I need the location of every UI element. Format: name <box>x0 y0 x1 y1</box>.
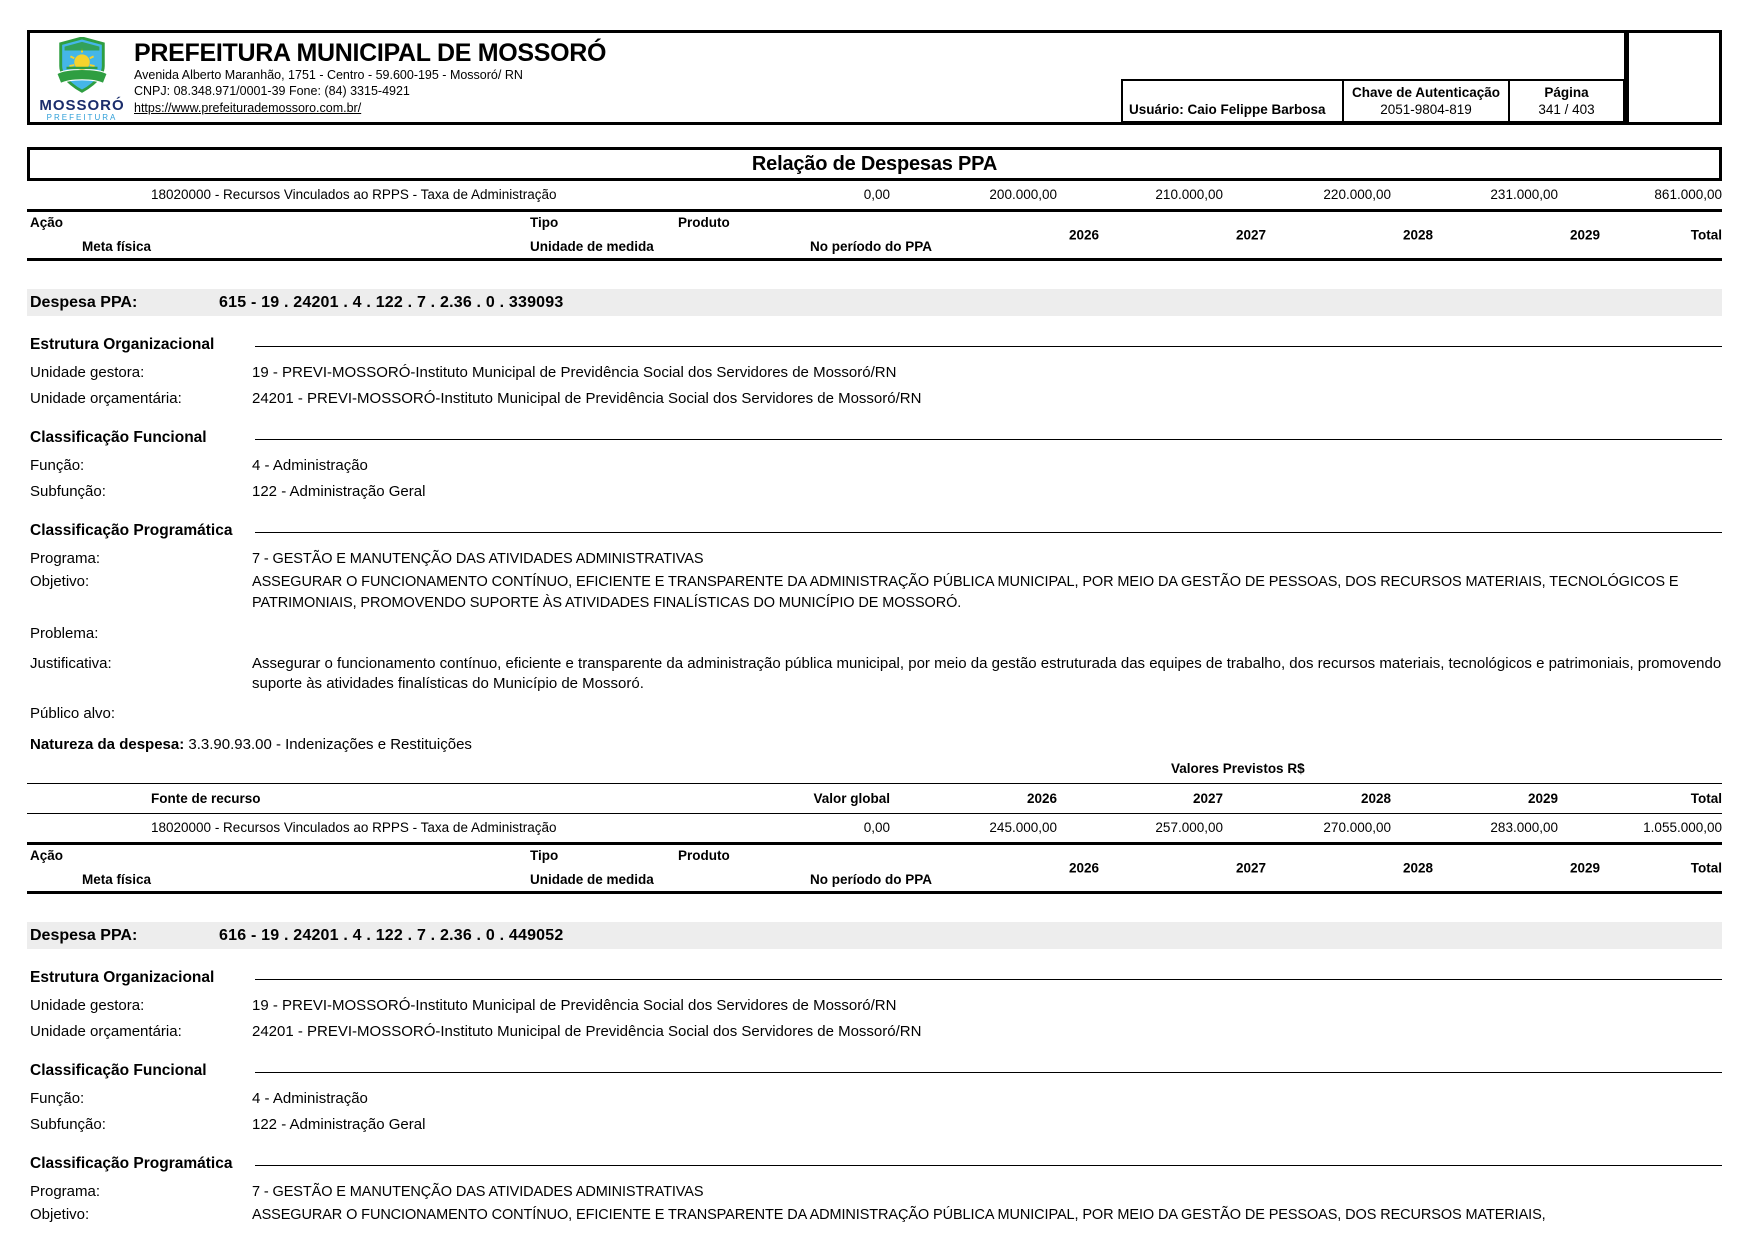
field-programa <box>27 549 1722 570</box>
field-label: Justificativa: <box>30 655 112 672</box>
value-2027: 257.000,00 <box>1155 820 1223 835</box>
value-2029: 231.000,00 <box>1490 187 1558 202</box>
periodo-ppa-col-header: No período do PPA <box>810 239 932 254</box>
cnpj-phone-line: CNPJ: 08.348.971/0001-39 Fone: (84) 3315-4921 <box>134 84 410 98</box>
year-2027-header: 2027 <box>1235 860 1266 876</box>
year-2027-header: 2027 <box>1192 791 1223 806</box>
value-total: 861.000,00 <box>1654 187 1722 202</box>
section-heading-classificacao-programatica <box>27 1152 1722 1176</box>
acao-table-header <box>27 845 1722 891</box>
meta-fisica-col-header: Meta física <box>82 872 152 887</box>
field-value: 7 - GESTÃO E MANUTENÇÃO DAS ATIVIDADES ADMINISTRATIVAS <box>252 551 704 567</box>
despesa-ppa-bar <box>27 289 1722 316</box>
value-2026: 245.000,00 <box>989 820 1057 835</box>
field-label: Unidade gestora: <box>30 364 145 381</box>
field-publico-alvo <box>27 704 1722 724</box>
field-label: Subfunção: <box>30 483 106 500</box>
logo-wordmark: MOSSORÓ <box>39 97 125 114</box>
field-label: Subfunção: <box>30 1116 106 1133</box>
value-2028: 220.000,00 <box>1323 187 1391 202</box>
section-heading-text: Estrutura Organizacional <box>30 336 215 353</box>
field-funcao <box>27 456 1722 476</box>
year-2027-header: 2027 <box>1235 227 1266 243</box>
field-value: 19 - PREVI-MOSSORÓ-Instituto Municipal de Previdência Social dos Servidores de Mossoró/RN <box>252 997 897 1014</box>
valores-previstos-heading: Valores Previstos R$ <box>1171 761 1305 776</box>
year-2028-header: 2028 <box>1402 860 1433 876</box>
fonte-recurso-header-row <box>27 784 1722 813</box>
year-2029-header: 2029 <box>1569 227 1600 243</box>
auth-key-cell <box>1342 79 1510 123</box>
natureza-value: 3.3.90.93.00 - Indenizações e Restituições <box>188 736 472 753</box>
year-2028-header: 2028 <box>1360 791 1391 806</box>
acao-table-header <box>27 212 1722 258</box>
field-value: ASSEGURAR O FUNCIONAMENTO CONTÍNUO, EFICIENTE E TRANSPARENTE DA ADMINISTRAÇÃO PÚBLICA MUNICIPAL, POR MEIO DA GESTÃO DE PESSOAS, DOS RECURSOS MATERIAIS, <box>252 1207 1546 1223</box>
field-value: 7 - GESTÃO E MANUTENÇÃO DAS ATIVIDADES ADMINISTRATIVAS <box>252 1184 704 1200</box>
despesa-ppa-label: Despesa PPA: <box>30 926 138 944</box>
field-label: Função: <box>30 1090 85 1107</box>
despesa-ppa-bar <box>27 922 1722 949</box>
section-heading-text: Classificação Programática <box>30 1155 233 1172</box>
section-heading-text: Classificação Programática <box>30 522 233 539</box>
periodo-ppa-col-header: No período do PPA <box>810 872 932 887</box>
report-title-box <box>27 147 1722 181</box>
field-label: Problema: <box>30 625 99 642</box>
despesa-ppa-label: Despesa PPA: <box>30 293 138 311</box>
year-2026-header: 2026 <box>1068 860 1099 876</box>
header-empty-box <box>1627 30 1722 125</box>
field-label: Público alvo: <box>30 705 116 722</box>
page-number-cell <box>1508 79 1625 123</box>
valor-global-value: 0,00 <box>863 187 890 202</box>
field-objetivo <box>27 572 1722 614</box>
heading-rule <box>255 979 1722 980</box>
field-unidade-gestora <box>27 363 1722 383</box>
value-2027: 210.000,00 <box>1155 187 1223 202</box>
section-heading-classificacao-programatica <box>27 519 1722 543</box>
acao-col-header: Ação <box>30 215 64 230</box>
report-title: Relação de Despesas PPA <box>751 152 998 175</box>
field-unidade-orcamentaria <box>27 1022 1722 1042</box>
value-2028: 270.000,00 <box>1323 820 1391 835</box>
fonte-recurso-header: Fonte de recurso <box>151 791 261 806</box>
year-2026-header: 2026 <box>1026 791 1057 806</box>
total-header: Total <box>1690 791 1722 806</box>
field-programa <box>27 1182 1722 1203</box>
section-heading-estrutura <box>27 333 1722 357</box>
header-identification <box>134 33 606 122</box>
field-value: ASSEGURAR O FUNCIONAMENTO CONTÍNUO, EFICIENTE E TRANSPARENTE DA ADMINISTRAÇÃO PÚBLICA MUNICIPAL, POR MEIO DA GESTÃO DE PESSOAS, DOS RECURSOS MATERIAIS, TECNOLÓGICOS E PATRIMONIAIS, PROMOVENDO SUPORTE ÀS ATIVIDADES FINALÍSTICAS DO MUNICÍPIO DE MOSSORÓ. <box>252 574 1679 611</box>
auth-key-value: 2051-9804-819 <box>1380 102 1472 117</box>
fonte-recurso-data-row <box>27 814 1722 842</box>
logo-subtitle: PREFEITURA <box>46 113 118 122</box>
total-col-header: Total <box>1690 860 1722 876</box>
page-label: Página <box>1544 85 1589 100</box>
valor-global-value: 0,00 <box>863 820 890 835</box>
field-subfuncao <box>27 482 1722 502</box>
address-line: Avenida Alberto Maranhão, 1751 - Centro - 59.600-195 - Mossoró/ RN <box>134 68 523 82</box>
heading-rule <box>255 1165 1722 1166</box>
section-heading-text: Estrutura Organizacional <box>30 969 215 986</box>
unidade-medida-col-header: Unidade de medida <box>530 239 654 254</box>
produto-col-header: Produto <box>678 215 730 230</box>
field-value: Assegurar o funcionamento contínuo, eficiente e transparente da administração pública municipal, por meio da gestão estruturada das equipes de trabalho, dos recursos materiais, tecnológicos e patrimoniais, promovendo suporte às atividades finalísticas do Município de Mossoró. <box>252 655 1722 692</box>
value-2026: 200.000,00 <box>989 187 1057 202</box>
natureza-despesa-row <box>27 736 1722 753</box>
field-value: 24201 - PREVI-MOSSORÓ-Instituto Municipal de Previdência Social dos Servidores de Mossoró/RN <box>252 390 922 407</box>
field-objetivo <box>27 1205 1722 1226</box>
year-2026-header: 2026 <box>1068 227 1099 243</box>
carryover-fonte-row <box>27 181 1722 209</box>
section-heading-classificacao-funcional <box>27 426 1722 450</box>
field-value: 19 - PREVI-MOSSORÓ-Instituto Municipal de Previdência Social dos Servidores de Mossoró/RN <box>252 364 897 381</box>
divider <box>27 891 1722 894</box>
field-funcao <box>27 1089 1722 1109</box>
website-link[interactable]: https://www.prefeiturademossoro.com.br/ <box>134 101 362 115</box>
value-2029: 283.000,00 <box>1490 820 1558 835</box>
field-justificativa <box>27 654 1722 694</box>
fonte-label: 18020000 - Recursos Vinculados ao RPPS - Taxa de Administração <box>151 820 557 835</box>
header-box <box>27 30 1627 125</box>
produto-col-header: Produto <box>678 848 730 863</box>
section-heading-classificacao-funcional <box>27 1059 1722 1083</box>
tipo-col-header: Tipo <box>530 848 559 863</box>
heading-rule <box>255 346 1722 347</box>
field-label: Programa: <box>30 1183 101 1200</box>
acao-col-header: Ação <box>30 848 64 863</box>
heading-rule <box>255 532 1722 533</box>
valores-previstos-heading-row <box>27 761 1722 783</box>
year-2029-header: 2029 <box>1569 860 1600 876</box>
valor-global-header: Valor global <box>813 791 890 806</box>
section-heading-text: Classificação Funcional <box>30 429 207 446</box>
field-label: Objetivo: <box>30 1206 90 1223</box>
total-col-header: Total <box>1690 227 1722 243</box>
field-value: 122 - Administração Geral <box>252 1116 426 1133</box>
page-value: 341 / 403 <box>1538 102 1595 117</box>
natureza-label: Natureza da despesa: <box>30 736 185 753</box>
year-2028-header: 2028 <box>1402 227 1433 243</box>
field-label: Unidade gestora: <box>30 997 145 1014</box>
despesa-ppa-code: 615 - 19 . 24201 . 4 . 122 . 7 . 2.36 . 0 . 339093 <box>219 293 564 311</box>
field-problema <box>27 624 1722 644</box>
field-label: Unidade orçamentária: <box>30 390 182 407</box>
divider <box>27 258 1722 261</box>
organization-name: PREFEITURA MUNICIPAL DE MOSSORÓ <box>134 39 607 67</box>
user-cell: Usuário: Caio Felippe Barbosa <box>1121 79 1344 123</box>
coat-of-arms-icon <box>46 37 118 97</box>
field-label: Objetivo: <box>30 573 90 590</box>
fonte-label: 18020000 - Recursos Vinculados ao RPPS - Taxa de Administração <box>151 187 557 202</box>
municipality-logo <box>30 33 134 122</box>
field-value: 4 - Administração <box>252 1090 368 1107</box>
field-label: Programa: <box>30 550 101 567</box>
field-value: 4 - Administração <box>252 457 368 474</box>
user-info-table <box>1123 79 1625 123</box>
field-label: Unidade orçamentária: <box>30 1023 182 1040</box>
field-value: 24201 - PREVI-MOSSORÓ-Instituto Municipal de Previdência Social dos Servidores de Mossoró/RN <box>252 1023 922 1040</box>
meta-fisica-col-header: Meta física <box>82 239 152 254</box>
year-2029-header: 2029 <box>1527 791 1558 806</box>
tipo-col-header: Tipo <box>530 215 559 230</box>
section-heading-estrutura <box>27 966 1722 990</box>
field-unidade-orcamentaria <box>27 389 1722 409</box>
field-value: 122 - Administração Geral <box>252 483 426 500</box>
auth-key-label: Chave de Autenticação <box>1351 85 1501 100</box>
field-subfuncao <box>27 1115 1722 1135</box>
section-heading-text: Classificação Funcional <box>30 1062 207 1079</box>
heading-rule <box>255 439 1722 440</box>
field-unidade-gestora <box>27 996 1722 1016</box>
unidade-medida-col-header: Unidade de medida <box>530 872 654 887</box>
page-header <box>27 30 1722 125</box>
field-label: Função: <box>30 457 85 474</box>
value-total: 1.055.000,00 <box>1643 820 1722 835</box>
despesa-ppa-code: 616 - 19 . 24201 . 4 . 122 . 7 . 2.36 . 0 . 449052 <box>219 926 564 944</box>
heading-rule <box>255 1072 1722 1073</box>
